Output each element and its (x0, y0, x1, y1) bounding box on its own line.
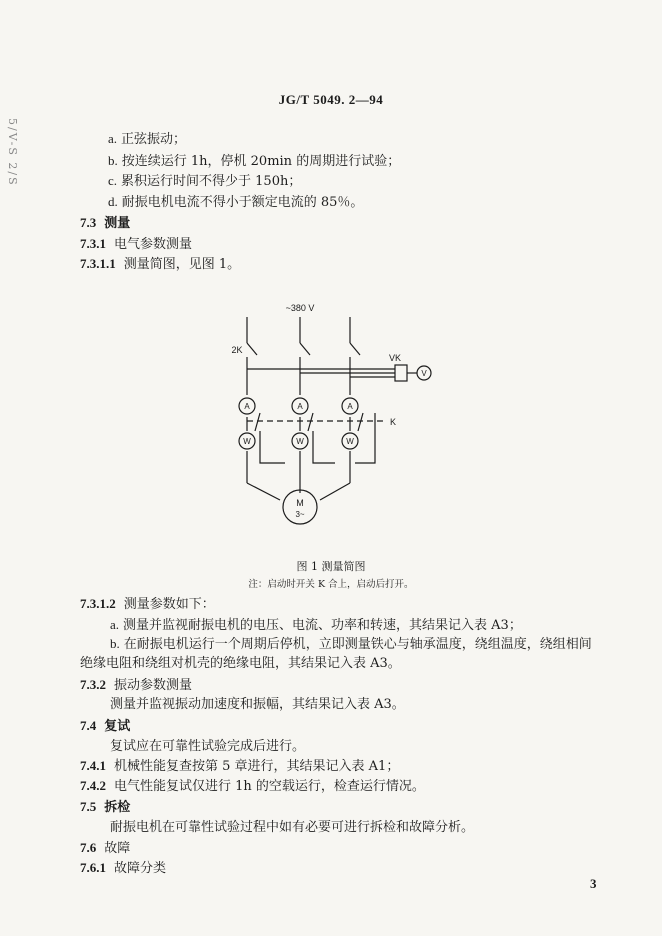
item-text: 在耐振电机运行一个周期后停机，立即测量铁心与轴承温度，绕组温度，绕组相间 (123, 637, 592, 652)
paragraph: 复试应在可靠性试验完成后进行。 (110, 739, 306, 754)
section-number: 7.6.1 (80, 860, 106, 875)
margin-handwritten-mark: 5/V-S 2/S (6, 118, 19, 187)
section-7-6 (80, 840, 130, 857)
item-text: 耐振电机电流不得小于额定电流的 85％。 (121, 195, 364, 210)
motor-label: M (296, 498, 304, 508)
list-item-c (108, 173, 301, 190)
item-marker: c. (108, 173, 118, 188)
section-title: 测量参数如下： (123, 597, 215, 612)
item-marker: a. (108, 131, 118, 146)
list-item-a (108, 131, 186, 148)
section-number: 7.3.1 (80, 236, 106, 251)
page-header: JG/T 5049. 2—94 (278, 92, 384, 107)
list-item-b2 (110, 636, 592, 653)
section-number: 7.3.1.1 (80, 256, 116, 271)
paragraph: 耐振电机在可靠性试验过程中如有必要可进行拆检和故障分析。 (110, 820, 475, 835)
section-7-4-2 (80, 778, 425, 795)
voltmeter-label: V (421, 369, 427, 378)
section-title: 故障分类 (114, 861, 167, 876)
wattmeter-label: W (296, 437, 304, 446)
switch-2k-label: 2K (231, 345, 243, 355)
item-marker: b. (110, 636, 120, 651)
section-title: 复试 (104, 719, 131, 734)
section-number: 7.5 (80, 799, 97, 814)
ammeter-label: A (244, 402, 250, 411)
figure-caption: 图 1 测量简图 (296, 560, 366, 573)
section-number: 7.4.2 (80, 778, 106, 793)
figure-note: 注：启动时开关 K 合上，启动后打开。 (248, 579, 414, 590)
section-7-5 (80, 799, 130, 816)
section-number: 7.3.2 (80, 677, 106, 692)
vk-label: VK (388, 353, 402, 363)
item-text: 测量并监视耐振电机的电压、电流、功率和转速，其结果记入表 A3； (123, 618, 522, 633)
section-title: 故障 (104, 841, 131, 856)
section-7-3 (80, 215, 130, 232)
section-number: 7.3 (80, 215, 97, 230)
item-marker: d. (108, 194, 118, 209)
section-title: 电气性能复试仅进行 1h 的空载运行，检查运行情况。 (114, 779, 425, 794)
wattmeter-label: W (346, 437, 354, 446)
list-item-b2-continuation: 绝缘电阻和绕组对机壳的绝缘电阻，其结果记入表 A3。 (80, 656, 401, 671)
item-text: 正弦振动； (121, 132, 187, 147)
list-item-a2 (110, 617, 522, 634)
section-title: 机械性能复查按第 5 章进行，其结果记入表 A1； (114, 759, 400, 774)
section-title: 测量 (104, 216, 131, 231)
item-marker: a. (110, 617, 120, 632)
section-7-3-1-1 (80, 256, 240, 273)
section-number: 7.4.1 (80, 758, 106, 773)
section-title: 电气参数测量 (114, 237, 193, 252)
section-7-3-1-2 (80, 596, 215, 613)
section-7-3-1 (80, 236, 192, 253)
paragraph: 测量并监视振动加速度和振幅，其结果记入表 A3。 (110, 697, 405, 712)
section-7-6-1 (80, 860, 166, 877)
page-number: 3 (590, 876, 597, 891)
section-number: 7.3.1.2 (80, 596, 116, 611)
ammeter-label: A (297, 402, 303, 411)
item-marker: b. (108, 153, 118, 168)
ammeter-label: A (347, 402, 353, 411)
section-7-4-1 (80, 758, 399, 775)
item-text: 累积运行时间不得少于 150h； (121, 174, 302, 189)
supply-label: ~380 V (285, 303, 315, 313)
wattmeter-label: W (243, 437, 251, 446)
section-title: 振动参数测量 (114, 678, 193, 693)
list-item-b (108, 153, 400, 170)
item-text: 按连续运行 1h，停机 20min 的周期进行试验； (121, 154, 401, 169)
section-title: 拆检 (104, 800, 131, 815)
section-number: 7.6 (80, 840, 97, 855)
section-7-4 (80, 718, 130, 735)
section-number: 7.4 (80, 718, 97, 733)
section-7-3-2 (80, 677, 192, 694)
motor-phase-label: 3~ (295, 510, 305, 519)
circuit-diagram (225, 295, 455, 535)
list-item-d (108, 194, 363, 211)
k-switch-label: K (389, 417, 397, 427)
section-title: 测量简图，见图 1。 (123, 257, 241, 272)
